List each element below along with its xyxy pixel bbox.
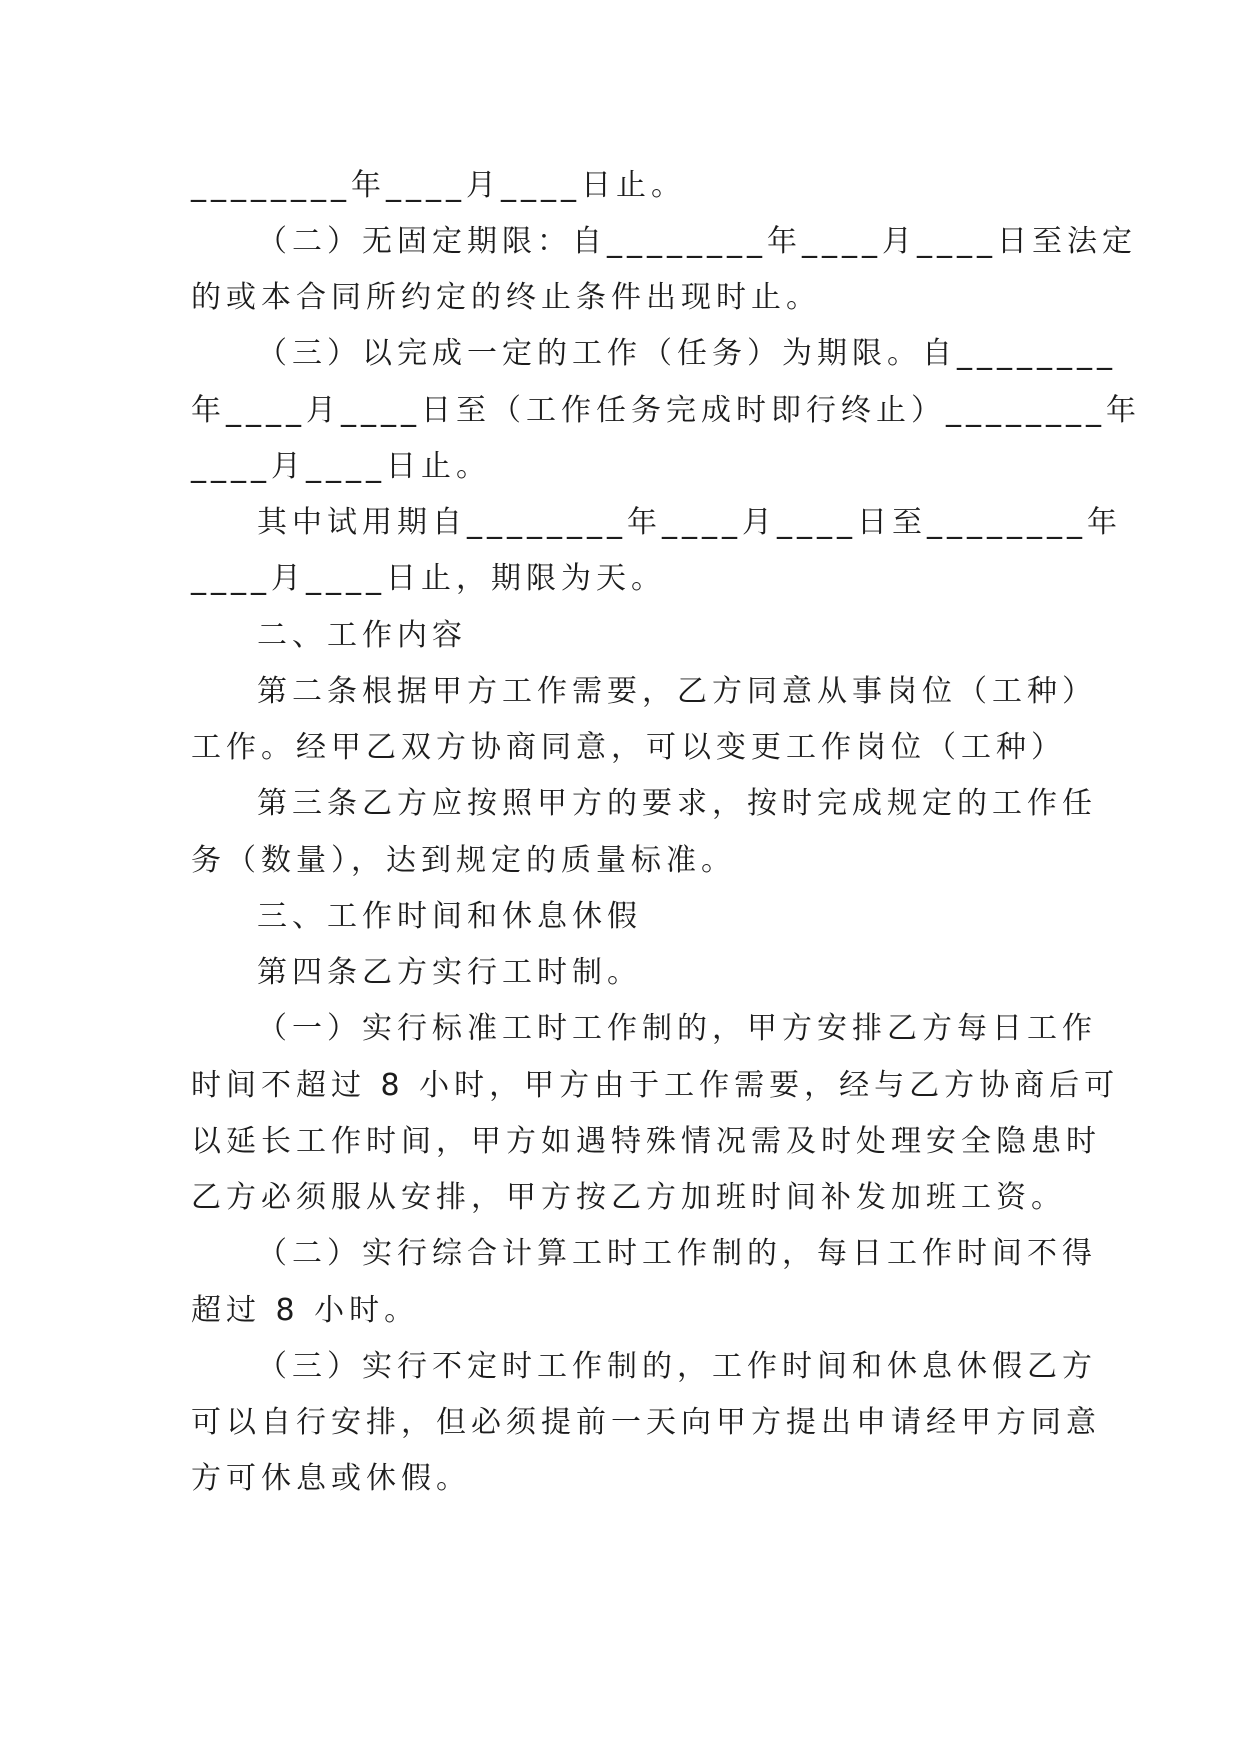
paragraph-line: 第三条乙方应按照甲方的要求，按时完成规定的工作任	[257, 786, 1097, 821]
paragraph-line: 时间不超过 8 小时，甲方由于工作需要，经与乙方协商后可	[191, 1068, 1120, 1103]
paragraph-line: 第二条根据甲方工作需要，乙方同意从事岗位（工种）	[257, 674, 1097, 709]
paragraph-line: ____月____日止。	[191, 449, 491, 484]
paragraph-line: （一）实行标准工时工作制的，甲方安排乙方每日工作	[257, 1011, 1097, 1046]
paragraph-line: 其中试用期自________年____月____日至________年	[257, 505, 1122, 540]
paragraph-line: 可以自行安排，但必须提前一天向甲方提出申请经甲方同意	[191, 1405, 1101, 1440]
paragraph-line: 乙方必须服从安排，甲方按乙方加班时间补发加班工资。	[191, 1180, 1066, 1215]
paragraph-line: ____月____日止，期限为天。	[191, 561, 666, 596]
paragraph-line: 务（数量），达到规定的质量标准。	[191, 843, 736, 878]
paragraph-line: 的或本合同所约定的终止条件出现时止。	[191, 280, 821, 315]
paragraph-line: （三）以完成一定的工作（任务）为期限。自________	[257, 336, 1117, 371]
paragraph-line: （二）无固定期限：自________年____月____日至法定	[257, 224, 1137, 259]
paragraph-line: ________年____月____日止。	[191, 168, 686, 203]
paragraph-line: 第四条乙方实行工时制。	[257, 955, 642, 990]
section-heading: 二、工作内容	[257, 618, 467, 653]
paragraph-line: （二）实行综合计算工时工作制的，每日工作时间不得	[257, 1236, 1097, 1271]
section-heading: 三、工作时间和休息休假	[257, 899, 642, 934]
paragraph-line: 超过 8 小时。	[191, 1293, 420, 1328]
paragraph-line: （三）实行不定时工作制的，工作时间和休息休假乙方	[257, 1349, 1097, 1384]
paragraph-line: 方可休息或休假。	[191, 1461, 471, 1496]
paragraph-line: 年____月____日至（工作任务完成时即行终止）________年	[191, 393, 1141, 428]
paragraph-line: 以延长工作时间，甲方如遇特殊情况需及时处理安全隐患时	[191, 1124, 1101, 1159]
paragraph-line: 工作。经甲乙双方协商同意，可以变更工作岗位（工种）	[191, 730, 1066, 765]
